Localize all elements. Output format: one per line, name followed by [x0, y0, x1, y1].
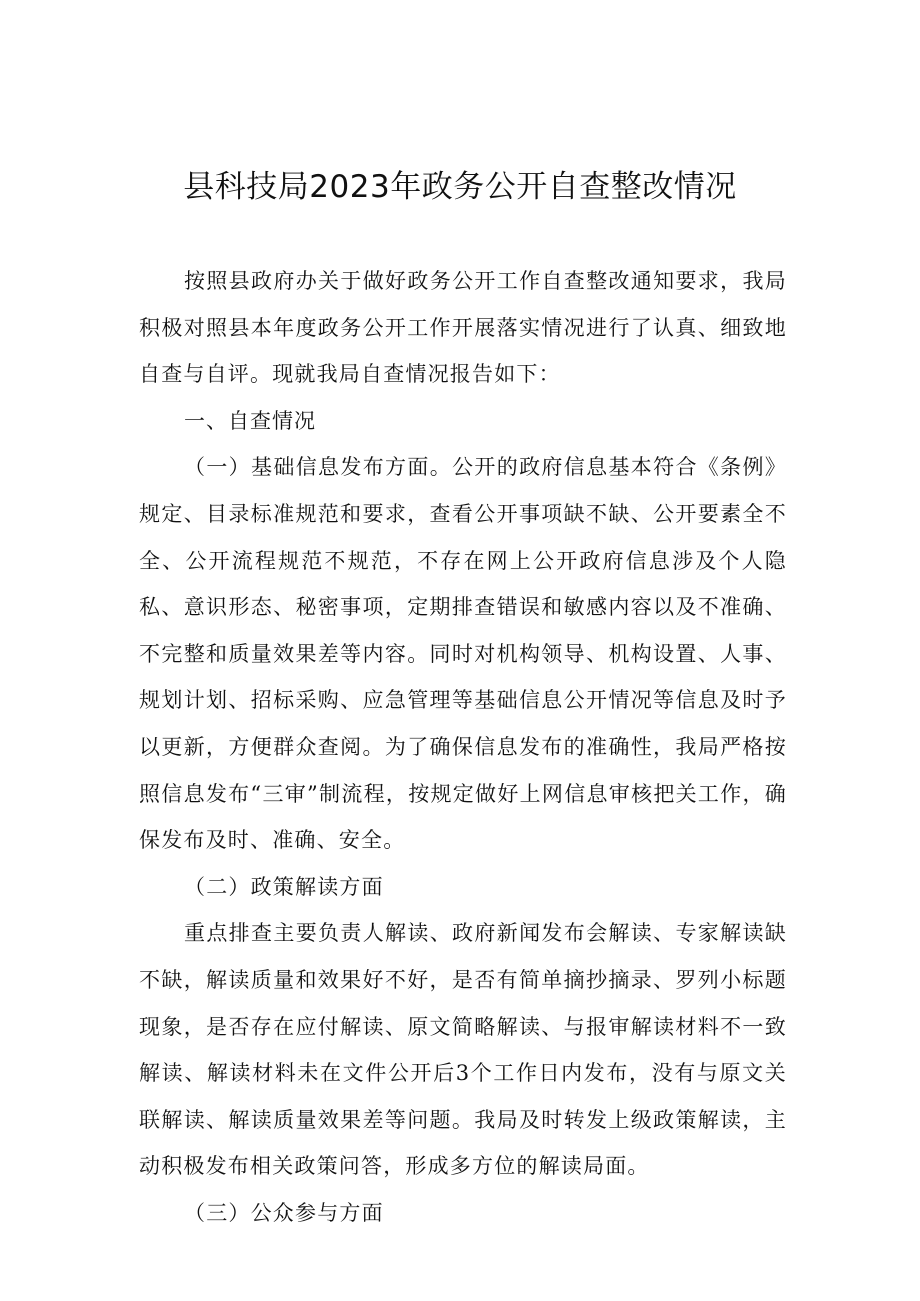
document-title: 县科技局2023年政务公开自查整改情况 [183, 169, 737, 205]
basic-info-paragraph: （一）基础信息发布方面。公开的政府信息基本符合《条例》规定、目录标准规范和要求，查看公开事项缺不缺、公开要素全不全、公开流程规范不规范，不存在网上公开政府信息涉及个人隐私、意识形态、秘密事项，定期排查错误和敏感内容以及不准确、不完整和质量效果差等内容。同时对机构领导、机构设置、人事、规划计划、招标采购、应急管理等基础信息公开情况等信息及时予以更新，方便群众查阅。为了确保信息发布的准确性，我局严格按照信息发布“三审”制流程，按规定做好上网信息审核把关工作，确保发布及时、准确、安全。 [139, 455, 787, 853]
document-body [139, 258, 787, 1236]
public-participation-heading: （三）公众参与方面 [184, 1200, 384, 1225]
intro-paragraph: 按照县政府办关于做好政务公开工作自查整改通知要求，我局积极对照县本年度政务公开工作开展落实情况进行了认真、细致地自查与自评。现就我局自查情况报告如下： [139, 269, 787, 387]
policy-interpretation-heading: （二）政策解读方面 [184, 874, 384, 899]
policy-interpretation-paragraph: 重点排查主要负责人解读、政府新闻发布会解读、专家解读缺不缺，解读质量和效果好不好，是否有简单摘抄摘录、罗列小标题现象，是否存在应付解读、原文简略解读、与报审解读材料不一致解读、解读材料未在文件公开后3个工作日内发布，没有与原文关联解读、解读质量效果差等问题。我局及时转发上级政策解读，主动积极发布相关政策问答，形成多方位的解读局面。 [139, 921, 787, 1179]
section-heading-self-inspection: 一、自查情况 [184, 408, 316, 433]
